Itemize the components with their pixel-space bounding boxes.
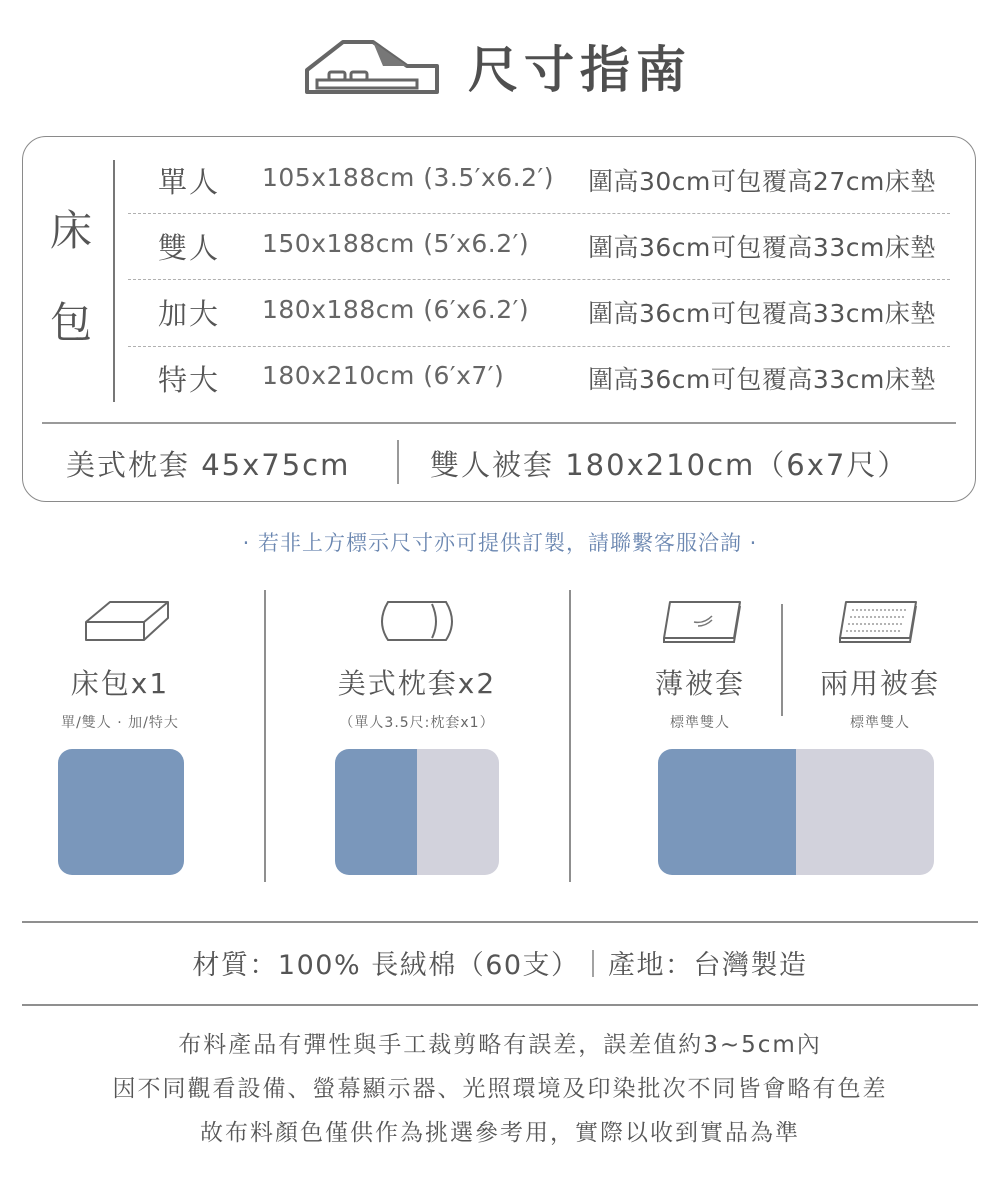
custom-order-note: · 若非上方標示尺寸亦可提供訂製，請聯繫客服洽詢 · <box>242 531 758 555</box>
size-note: 圍高30cm可包覆高27cm床墊 <box>588 167 936 196</box>
size-type: 加大 <box>158 297 221 331</box>
size-type: 雙人 <box>158 231 221 265</box>
bed-sheet-label-1: 床 <box>50 206 93 255</box>
column-divider <box>569 590 571 882</box>
product-name: 薄被套 <box>654 667 745 700</box>
product-name: 美式枕套x2 <box>337 667 497 700</box>
size-row-king <box>128 346 950 412</box>
pillow-icon <box>374 598 460 644</box>
box-divider <box>42 422 956 424</box>
swatch-gray <box>417 749 499 875</box>
swatch-blue <box>658 749 796 875</box>
size-row-single <box>128 148 950 214</box>
disclaimer-line: 故布料顏色僅供作為挑選參考用，實際以收到實品為準 <box>200 1120 800 1146</box>
disclaimer-line: 因不同觀看設備、螢幕顯示器、光照環境及印染批次不同皆會略有色差 <box>112 1076 888 1102</box>
fitted-sheet-icon <box>82 598 172 644</box>
swatch-gray <box>796 749 934 875</box>
house-bed-icon <box>303 36 443 96</box>
size-dims: 105x188cm (3.5′x6.2′) <box>262 163 554 192</box>
size-row-double <box>128 214 950 280</box>
bed-sheet-label-2: 包 <box>50 298 93 347</box>
size-note: 圍高36cm可包覆高33cm床墊 <box>588 365 936 394</box>
size-type: 特大 <box>158 363 221 397</box>
color-swatch <box>335 749 499 875</box>
product-sub: （單人3.5尺:枕套x1） <box>339 715 495 731</box>
pillowcase-size: 美式枕套 45x75cm <box>66 448 351 482</box>
size-note: 圍高36cm可包覆高33cm床墊 <box>588 233 936 262</box>
material-origin: 材質：100% 長絨棉（60支）｜產地：台灣製造 <box>192 950 808 981</box>
section-divider <box>22 1004 978 1006</box>
quilt-icon <box>836 598 920 644</box>
section-divider <box>22 921 978 923</box>
column-divider <box>264 590 266 882</box>
size-row-queen <box>128 280 950 346</box>
duvet-size: 雙人被套 180x210cm（6x7尺） <box>430 448 909 482</box>
product-sub: 單/雙人 · 加/特大 <box>61 715 179 731</box>
product-name: 床包x1 <box>70 667 170 700</box>
swatch-blue <box>335 749 417 875</box>
label-divider <box>113 160 115 402</box>
product-name: 兩用被套 <box>819 667 940 700</box>
thin-duvet-icon <box>660 598 744 644</box>
size-dims: 150x188cm (5′x6.2′) <box>262 229 530 258</box>
product-sub: 標準雙人 <box>850 715 910 731</box>
size-type: 單人 <box>158 165 221 199</box>
swatch-blue <box>58 749 184 875</box>
page-title: 尺寸指南 <box>468 41 692 99</box>
color-swatch <box>58 749 184 875</box>
product-sub: 標準雙人 <box>670 715 730 731</box>
column-divider <box>781 604 783 716</box>
extras-divider <box>397 440 399 484</box>
disclaimer-line: 布料產品有彈性與手工裁剪略有誤差，誤差值約3~5cm內 <box>178 1032 822 1058</box>
size-note: 圍高36cm可包覆高33cm床墊 <box>588 299 936 328</box>
color-swatch <box>658 749 934 875</box>
size-dims: 180x210cm (6′x7′) <box>262 361 505 390</box>
size-dims: 180x188cm (6′x6.2′) <box>262 295 530 324</box>
